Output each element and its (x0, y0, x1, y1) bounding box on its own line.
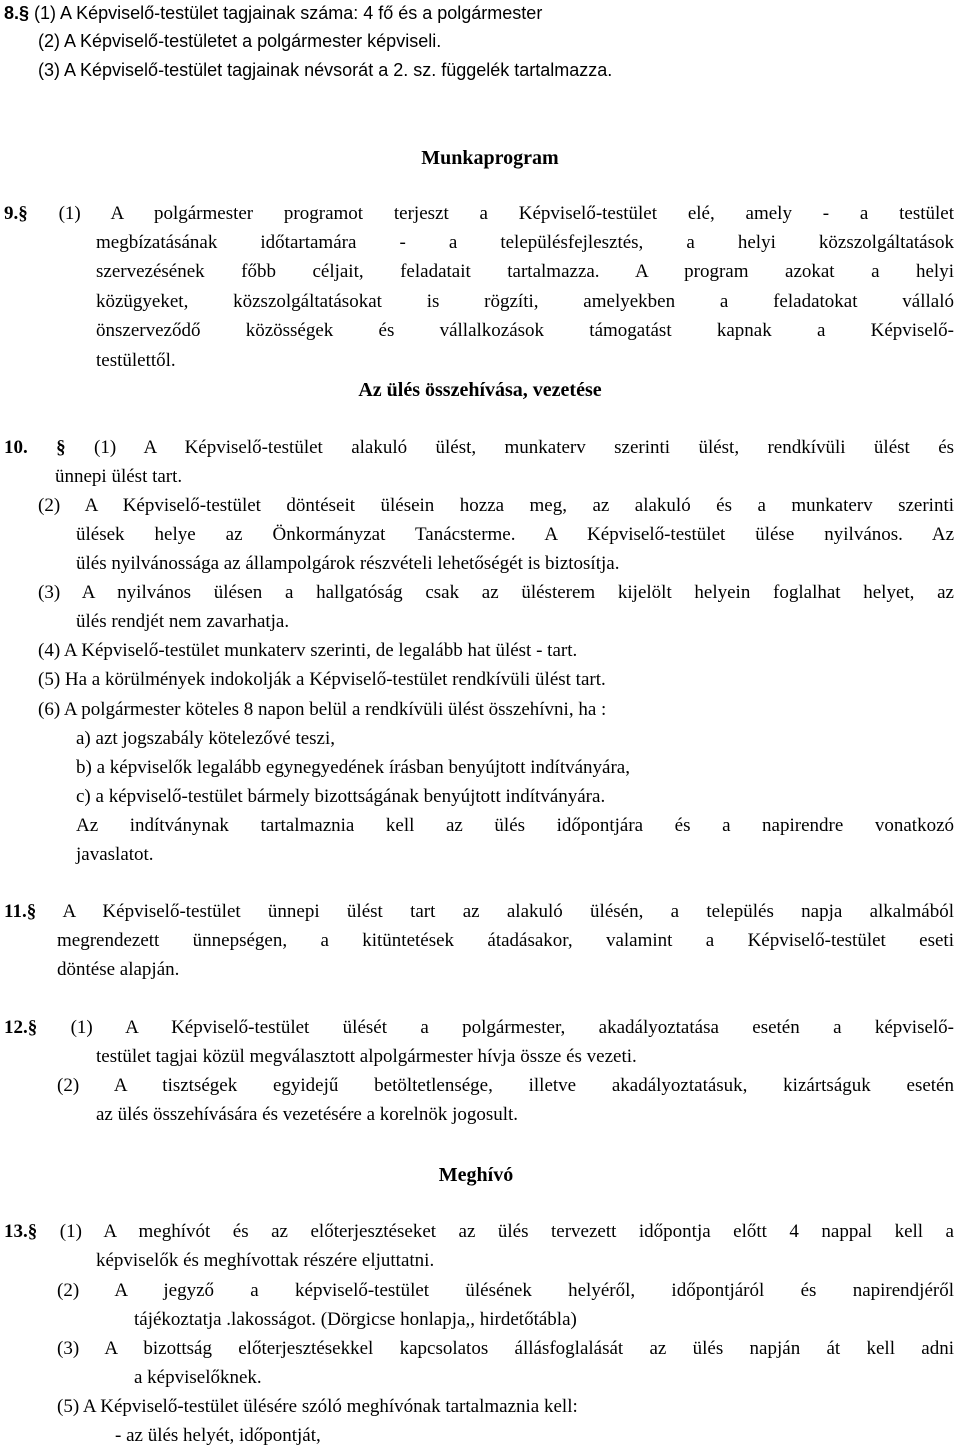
section-10-p2-line-2: ülések helye az Önkormányzat Tanácsterme. A Képviselő-testület ülése nyilvános. Az (76, 524, 954, 545)
section-number: 11. (4, 901, 27, 922)
section-number: 12. (4, 1017, 28, 1038)
section-13-p5-item: - az ülés helyét, időpontját, (115, 1425, 321, 1446)
section-9-line-1 (4, 203, 954, 225)
section-10-p6-note-1: Az indítványnak tartalmaznia kell az ülés időpontjára és a napirendre vonatkozó (76, 815, 954, 836)
section-number: 10. (4, 437, 28, 458)
section-8-line-3: (3) A Képviselő-testület tagjainak névsorát a 2. sz. függelék tartalmazza. (38, 60, 613, 80)
paragraph-text: (1) A meghívót és az előterjesztéseket az ülés tervezett időpontja előtt 4 nappal kell a (59, 1221, 954, 1242)
section-13-p3-line-2: a képviselőknek. (134, 1367, 262, 1388)
section-9-line-3: szervezésének főbb céljait, feladatait tartalmazza. A program azokat a helyi (96, 261, 954, 282)
section-sign: § (56, 437, 66, 458)
section-13-p1-last: képviselők és meghívottak részére eljuttatni. (96, 1250, 435, 1271)
section-9-line-6: testülettől. (96, 350, 176, 371)
section-11-line-3: döntése alapján. (57, 959, 180, 980)
section-10-p6: (6) A polgármester köteles 8 napon belül a rendkívüli ülést összehívni, ha : (38, 699, 607, 720)
heading-meghivo: Meghívó (438, 1164, 514, 1186)
section-12-p1-last: testület tagjai közül megválasztott alpolgármester hívja össze és vezeti. (96, 1046, 637, 1067)
section-sign: § (18, 203, 28, 224)
section-11-line-2: megrendezett ünnepségen, a kitüntetések átadásakor, valamint a Képviselő-testület eseti (57, 930, 954, 951)
section-13-p2-line-2: tájékoztatja .lakosságot. (Dörgicse honlapja,, hirdetőtábla) (134, 1309, 577, 1330)
paragraph-text: A Képviselő-testület ünnepi ülést tart az alakuló ülésén, a település napja alkalmából (62, 901, 955, 922)
section-number: 13. (4, 1221, 28, 1242)
section-13-line-1 (4, 1221, 954, 1243)
section-10-line-1 (4, 437, 954, 459)
section-13-p5: (5) A Képviselő-testület ülésére szóló meghívónak tartalmaznia kell: (57, 1396, 578, 1417)
paragraph-text: (1) A Képviselő-testület ülését a polgármester, akadályoztatása esetén a képviselő- (70, 1017, 955, 1038)
section-10-p2-line-1: (2) A Képviselő-testület döntéseit ülésein hozza meg, az alakuló és a munkaterv szerinti (38, 495, 954, 516)
section-10-p4: (4) A Képviselő-testület munkaterv szerinti, de legalább hat ülést - tart. (38, 640, 578, 661)
section-number: 8. (4, 3, 20, 23)
section-9-line-2: megbízatásának időtartamára - a településfejlesztés, a helyi közszolgáltatások (96, 232, 954, 253)
section-11-line-1 (4, 901, 954, 923)
section-8-line-2: (2) A Képviselő-testületet a polgármester képviseli. (38, 31, 442, 51)
section-10-p6-a: a) azt jogszabály kötelezővé teszi, (76, 728, 336, 749)
section-10-p3-line-1: (3) A nyilvános ülésen a hallgatóság csak az ülésterem kijelölt helyein foglalhat helyet, az (38, 582, 954, 603)
section-12-p2-line-2: az ülés összehívására és vezetésére a korelnök jogosult. (96, 1104, 519, 1125)
paragraph-text: (1) A polgármester programot terjeszt a Képviselő-testület elé, amely - a testület (58, 203, 954, 224)
heading-munkaprogram: Munkaprogram (421, 147, 559, 169)
section-10-p6-b: b) a képviselők legalább egynegyedének írásban benyújtott indítványára, (76, 757, 630, 778)
section-10-p3-line-2: ülés rendjét nem zavarhatja. (76, 611, 290, 632)
section-sign: § (27, 1017, 38, 1038)
section-9-line-4: közügyeket, közszolgáltatásokat is rögzíti, amelyekben a feladatokat vállaló (96, 291, 954, 312)
section-13-p3-line-1: (3) A bizottság előterjesztésekkel kapcsolatos állásfoglalását az ülés napján át kell adni (57, 1338, 954, 1359)
section-sign: § (19, 3, 30, 23)
section-12-line-1 (4, 1017, 954, 1039)
section-10-p6-note-2: javaslatot. (76, 844, 154, 865)
section-9-line-5: önszerveződő közösségek és vállalkozások támogatást kapnak a Képviselő- (96, 320, 954, 341)
section-sign: § (27, 1221, 38, 1242)
paragraph-text: (1) A Képviselő-testület alakuló ülést, munkaterv szerinti ülést, rendkívüli ülést és (94, 437, 955, 458)
section-sign: § (26, 901, 37, 922)
heading-ules: Az ülés összehívása, vezetése (358, 379, 602, 401)
section-13-p2-line-1: (2) A jegyző a képviselő-testület ülésének helyéről, időpontjáról és napirendjéről (57, 1280, 954, 1301)
section-8-line-1 (4, 2, 542, 24)
section-10-p2-line-3: ülés nyilvánossága az állampolgárok részvételi lehetőségét is biztosítja. (76, 553, 620, 574)
section-number: 9. (4, 203, 19, 224)
paragraph-text: (1) A Képviselő-testület tagjainak száma: 4 fő és a polgármester (34, 3, 543, 23)
section-12-p2-line-1: (2) A tisztségek egyidejű betöltetlensége, illetve akadályoztatásuk, kizártságuk esetén (57, 1075, 954, 1096)
section-10-p5: (5) Ha a körülmények indokolják a Képviselő-testület rendkívüli ülést tart. (38, 669, 606, 690)
section-10-p1-last: ünnepi ülést tart. (55, 466, 183, 487)
section-10-p6-c: c) a képviselő-testület bármely bizottságának benyújtott indítványára. (76, 786, 606, 807)
